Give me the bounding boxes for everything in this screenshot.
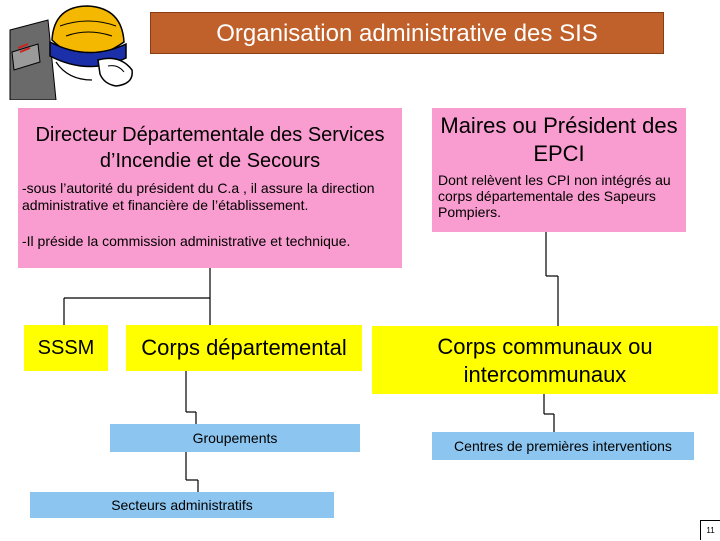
directeur-title: Directeur Départementale des Services d’Incendie et de Secours (35, 124, 385, 172)
page-title: Organisation administrative des SIS (150, 12, 664, 54)
directeur-box (18, 108, 402, 268)
corps-communaux-box: Corps communaux ou intercommunaux (372, 326, 718, 394)
page-number: 11 (700, 520, 720, 540)
directeur-description-1: -sous l’autorité du président du C.a , il assure la direction administrative et financière de l’établissement. (22, 180, 375, 213)
maires-title: Maires ou Président des EPCI (440, 113, 678, 166)
corps-departemental-box: Corps départemental (126, 325, 362, 371)
secteurs-administratifs-box: Secteurs administratifs (30, 492, 334, 518)
firefighter-helmet-illustration (8, 0, 138, 100)
centres-premieres-interventions-box: Centres de premières interventions (432, 432, 694, 460)
directeur-description-2: -Il préside la commission administrative et technique. (22, 233, 351, 249)
sssm-box: SSSM (24, 325, 108, 371)
maires-description: Dont relèvent les CPI non intégrés au corps départementale des Sapeurs Pompiers. (438, 172, 671, 220)
groupements-box: Groupements (110, 424, 360, 452)
maires-box (432, 108, 686, 232)
